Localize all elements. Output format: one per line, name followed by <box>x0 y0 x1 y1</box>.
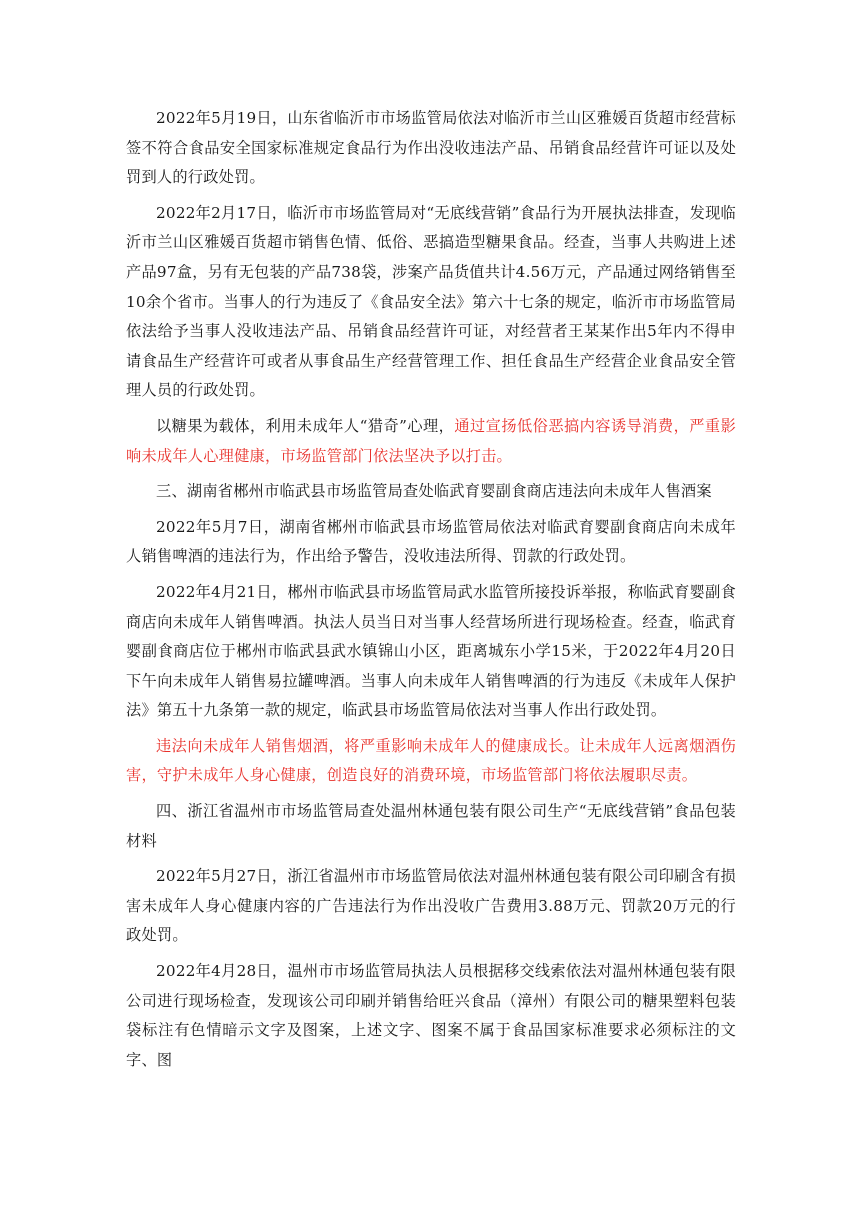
paragraph-linwu-summary: 2022年5月7日，湖南省郴州市临武县市场监管局依法对临武育婴副食商店向未成年人销售啤酒的违法行为，作出给予警告，没收违法所得、罚款的行政处罚。 <box>126 517 736 566</box>
paragraph-linwu-commentary: 违法向未成年人销售烟酒，将严重影响未成年人的健康成长。让未成年人远离烟酒伤害，守护未成年人身心健康，创造良好的消费环境，市场监管部门将依法履职尽责。 <box>126 736 736 785</box>
paragraph-linwu-details: 2022年4月21日，郴州市临武县市场监管局武水监管所接投诉举报，称临武育婴副食商店向未成年人销售啤酒。执法人员当日对当事人经营场所进行现场检查。经查，临武育婴副食商店位于郴州市临武县武水镇锦山小区，距离城东小学15米，于2022年4月20日下午向未成年人销售易拉罐啤酒。当事人向未成年人销售啤酒的行为违反《未成年人保护法》第五十九条第一款的规定，临武县市场监管局依法对当事人作出行政处罚。 <box>126 582 736 720</box>
paragraph-linyi-commentary <box>126 412 736 471</box>
section-heading-four: 四、浙江省温州市市场监管局查处温州林通包装有限公司生产“无底线营销”食品包装材料 <box>126 802 736 850</box>
section-heading-three: 三、湖南省郴州市临武县市场监管局查处临武育婴副食商店违法向未成年人售酒案 <box>156 482 712 501</box>
commentary-red-text: 通过宣扬低俗恶搞内容诱导消费，严重影响未成年人心理健康，市场监管部门依法坚决予以打击。 <box>126 416 737 465</box>
paragraph-linyi-details: 2022年2月17日，临沂市市场监管局对“无底线营销”食品行为开展执法排查，发现临沂市兰山区雅媛百货超市销售色情、低俗、恶搞造型糖果食品。经查，当事人共购进上述产品97盒，另有无包装的产品738袋，涉案产品货值共计4.56万元，产品通过网络销售至10余个省市。当事人的行为违反了《食品安全法》第六十七条的规定，临沂市市场监管局依法给予当事人没收违法产品、吊销食品经营许可证，对经营者王某某作出5年内不得申请食品生产经营许可或者从事食品生产经营管理工作、担任食品生产经营企业食品安全管理人员的行政处罚。 <box>126 203 736 400</box>
document-page <box>126 104 736 1075</box>
paragraph-wenzhou-details: 2022年4月28日，温州市市场监管局执法人员根据移交线索依法对温州林通包装有限公司进行现场检查，发现该公司印刷并销售给旺兴食品（漳州）有限公司的糖果塑料包装袋标注有色情暗示文字及图案，上述文字、图案不属于食品国家标准要求必须标注的文字、图 <box>126 962 736 1069</box>
commentary-black-text: 以糖果为载体，利用未成年人“猎奇”心理， <box>156 416 455 435</box>
paragraph-linyi-summary: 2022年5月19日，山东省临沂市市场监管局依法对临沂市兰山区雅媛百货超市经营标签不符合食品安全国家标准规定食品行为作出没收违法产品、吊销食品经营许可证以及处罚到人的行政处罚。 <box>126 109 736 187</box>
paragraph-wenzhou-summary: 2022年5月27日，浙江省温州市市场监管局依法对温州林通包装有限公司印刷含有损害未成年人身心健康内容的广告违法行为作出没收广告费用3.88万元、罚款20万元的行政处罚。 <box>126 867 736 945</box>
